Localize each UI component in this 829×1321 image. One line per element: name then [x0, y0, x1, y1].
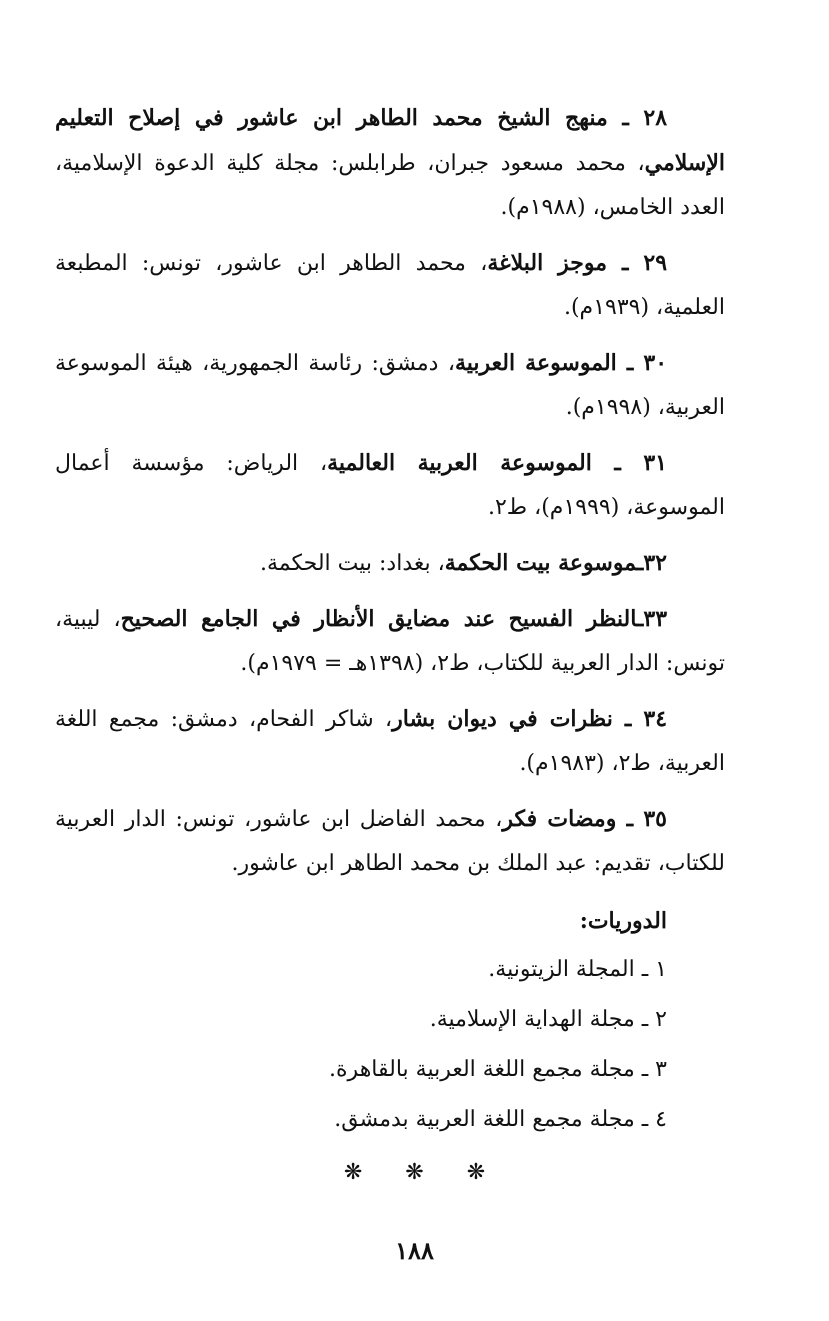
entry-title: الموسوعة العربية — [454, 350, 617, 376]
entry-number: ٣٥ — [643, 806, 667, 832]
entry-number: ٣٤ — [643, 706, 668, 732]
entry-title: منهج الشيخ محمد الطاهر ابن عاشور في إصلاح التعليم الإسلامي — [55, 105, 725, 176]
section-ornament — [0, 1160, 829, 1185]
bibliography-entry-28: ٢٨ ـ منهج الشيخ محمد الطاهر ابن عاشور في إصلاح التعليم الإسلامي، محمد مسعود جبران، طرابلس: مجلة كلية الدعوة الإسلامية، العدد الخامس، (١٩٨٨م). — [55, 105, 725, 220]
entry-number: ٣٢ — [643, 550, 667, 576]
periodicals-heading: الدوريات: — [579, 908, 667, 934]
ornament-star-icon: ❋ — [405, 1160, 424, 1185]
entry-details: ، ليبية، تونس: الدار العربية للكتاب، ط٢، (١٣٩٨هـ = ١٩٧٩م). — [55, 607, 725, 676]
entry-title: ومضات فكر — [502, 806, 617, 832]
bibliography-entry-29: ٢٩ ـ موجز البلاغة، محمد الطاهر ابن عاشور، تونس: المطبعة العلمية، (١٩٣٩م). — [55, 250, 725, 320]
entry-details: ، شاكر الفحام، دمشق: مجمع اللغة العربية، ط٢، (١٩٨٣م). — [55, 707, 725, 776]
entry-title: موسوعة بيت الحكمة — [444, 550, 637, 576]
periodical-item: ٢ ـ مجلة الهداية الإسلامية. — [429, 1007, 667, 1032]
entry-number: ٢٩ — [643, 250, 668, 276]
entry-details: ، دمشق: رئاسة الجمهورية، هيئة الموسوعة العربية، (١٩٩٨م). — [55, 351, 725, 420]
bibliography-entry-32: ٣٢ـموسوعة بيت الحكمة، بغداد: بيت الحكمة. — [260, 550, 667, 576]
entry-number: ٣٠ — [643, 350, 668, 376]
page-number: ١٨٨ — [395, 1236, 434, 1265]
entry-title: نظرات في ديوان بشار — [392, 706, 613, 732]
bibliography-entry-34: ٣٤ ـ نظرات في ديوان بشار، شاكر الفحام، دمشق: مجمع اللغة العربية، ط٢، (١٩٨٣م). — [55, 706, 725, 776]
entry-title: النظر الفسيح عند مضايق الأنظار في الجامع الصحيح — [120, 606, 637, 632]
entry-title: الموسوعة العربية العالمية — [327, 450, 592, 476]
bibliography-entry-33: ٣٣ـالنظر الفسيح عند مضايق الأنظار في الجامع الصحيح، ليبية، تونس: الدار العربية للكتاب، ط٢، (١٣٩٨هـ = ١٩٧٩م). — [55, 606, 725, 676]
entry-details: ، محمد الفاضل ابن عاشور، تونس: الدار العربية للكتاب، تقديم: عبد الملك بن محمد الطاهر ابن عاشور. — [55, 807, 725, 876]
entry-details: ، محمد الطاهر ابن عاشور، تونس: المطبعة العلمية، (١٩٣٩م). — [55, 251, 725, 320]
bibliography-page — [55, 96, 725, 1145]
periodical-item: ٤ ـ مجلة مجمع اللغة العربية بدمشق. — [334, 1107, 667, 1132]
entry-details: ، محمد مسعود جبران، طرابلس: مجلة كلية الدعوة الإسلامية، العدد الخامس، (١٩٨٨م). — [55, 151, 725, 220]
entry-title: موجز البلاغة — [487, 250, 608, 276]
entry-details: ، بغداد: بيت الحكمة. — [260, 551, 445, 576]
entry-details: ، الرياض: مؤسسة أعمال الموسوعة، (١٩٩٩م)، ط٢. — [55, 451, 725, 520]
entry-number: ٣٣ — [643, 606, 668, 632]
bibliography-entry-31: ٣١ ـ الموسوعة العربية العالمية، الرياض: مؤسسة أعمال الموسوعة، (١٩٩٩م)، ط٢. — [55, 450, 725, 520]
ornament-star-icon: ❋ — [343, 1160, 363, 1185]
ornament-star-icon: ❋ — [466, 1160, 486, 1185]
entry-number: ٢٨ — [643, 105, 668, 131]
periodical-item: ٣ ـ مجلة مجمع اللغة العربية بالقاهرة. — [329, 1057, 667, 1082]
entry-number: ٣١ — [643, 450, 667, 476]
periodicals-section — [55, 897, 725, 1145]
bibliography-entry-30: ٣٠ ـ الموسوعة العربية، دمشق: رئاسة الجمهورية، هيئة الموسوعة العربية، (١٩٩٨م). — [55, 350, 725, 420]
periodical-item: ١ ـ المجلة الزيتونية. — [488, 957, 667, 982]
bibliography-entry-35: ٣٥ ـ ومضات فكر، محمد الفاضل ابن عاشور، تونس: الدار العربية للكتاب، تقديم: عبد الملك بن محمد الطاهر ابن عاشور. — [55, 806, 725, 876]
